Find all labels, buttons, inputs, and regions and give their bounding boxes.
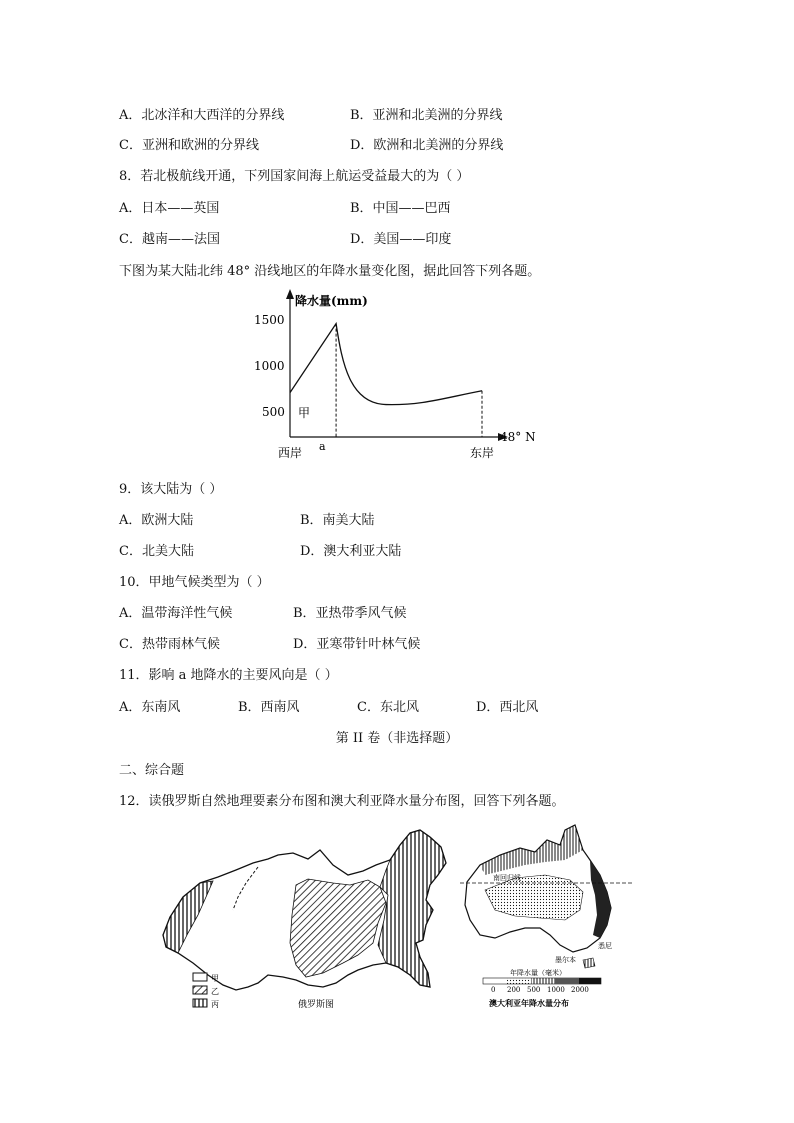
x-label-a: a <box>319 440 326 453</box>
sydney-label: 悉尼 <box>598 942 612 950</box>
rain-legend-200: 200 <box>507 986 521 994</box>
x-label-west: 西岸 <box>278 446 303 460</box>
q8-stem: 8．若北极航线开通，下列国家间海上航运受益最大的为（ ） <box>119 169 470 184</box>
legend-yi-label: 乙 <box>211 987 219 996</box>
q9-option-c: C．北美大陆 <box>119 544 194 559</box>
legend-jia-label: 甲 <box>211 974 219 983</box>
rain-legend-0: 0 <box>491 986 496 994</box>
q10-stem: 10．甲地气候类型为（ ） <box>119 575 270 590</box>
q8-option-c: C．越南——法国 <box>119 232 220 247</box>
tasmania <box>583 958 595 968</box>
legend-jia-swatch <box>193 973 207 981</box>
legend-yi-swatch <box>193 986 207 994</box>
q8-option-d: D．美国——印度 <box>350 232 452 247</box>
q8-option-a: A．日本——英国 <box>119 201 220 216</box>
australia-map <box>455 820 635 1015</box>
q9-option-b: B．南美大陆 <box>300 513 375 528</box>
rain-legend-500: 500 <box>527 986 541 994</box>
q9-option-a: A．欧洲大陆 <box>119 513 194 528</box>
russia-map-caption: 俄罗斯图 <box>298 1000 335 1010</box>
q7-option-a: A．北冰洋和大西洋的分界线 <box>119 108 285 123</box>
y-tick-1000: 1000 <box>254 359 285 373</box>
q11-option-d: D．西北风 <box>476 700 539 715</box>
q11-option-b: B．西南风 <box>238 700 300 715</box>
q12-stem: 12．读俄罗斯自然地理要素分布图和澳大利亚降水量分布图，回答下列各题。 <box>119 794 565 809</box>
q9-stem: 9．该大陆为（ ） <box>119 482 223 497</box>
annotation-jia: 甲 <box>298 406 311 420</box>
q10-option-b: B．亚热带季风气候 <box>293 606 407 621</box>
rain-legend-title: 年降水量（毫米） <box>510 969 566 977</box>
part-heading: 二、综合题 <box>119 763 185 778</box>
q7-option-c: C．亚洲和欧洲的分界线 <box>119 138 259 153</box>
rain-legend-2000: 2000 <box>571 986 589 994</box>
q9-option-d: D．澳大利亚大陆 <box>300 544 402 559</box>
tropic-label: 南回归线 <box>493 874 521 882</box>
y-tick-500: 500 <box>262 405 285 419</box>
melbourne-label: 墨尔本 <box>555 956 576 964</box>
q11-option-c: C．东北风 <box>357 700 419 715</box>
q11-option-a: A．东南风 <box>119 700 181 715</box>
precipitation-chart <box>250 285 550 465</box>
legend-bing-label: 丙 <box>211 1000 219 1009</box>
legend-bing-swatch <box>193 999 207 1007</box>
y-axis-arrow <box>286 289 294 299</box>
x-axis-label: 48° N <box>500 430 536 444</box>
rain-legend-1000: 1000 <box>547 986 565 994</box>
y-tick-1500: 1500 <box>254 313 285 327</box>
section-title: 第 II 卷（非选择题） <box>335 731 459 746</box>
q10-option-d: D．亚寒带针叶林气候 <box>293 637 421 652</box>
australia-map-caption: 澳大利亚年降水量分布 <box>489 998 569 1008</box>
q7-option-d: D．欧洲和北美洲的分界线 <box>350 138 504 153</box>
q10-option-c: C．热带雨林气候 <box>119 637 220 652</box>
y-axis-label: 降水量(mm) <box>295 294 368 308</box>
q7-option-b: B．亚洲和北美洲的分界线 <box>350 108 503 123</box>
region-bing <box>378 830 446 987</box>
q8-option-b: B．中国——巴西 <box>350 201 451 216</box>
q11-stem: 11．影响 a 地降水的主要风向是（ ） <box>119 668 338 683</box>
chart-intro: 下图为某大陆北纬 48° 沿线地区的年降水量变化图，据此回答下列各题。 <box>119 264 541 279</box>
x-label-east: 东岸 <box>470 446 495 460</box>
precipitation-line <box>290 324 482 405</box>
russia-map <box>158 825 458 1020</box>
q10-option-a: A．温带海洋性气候 <box>119 606 233 621</box>
